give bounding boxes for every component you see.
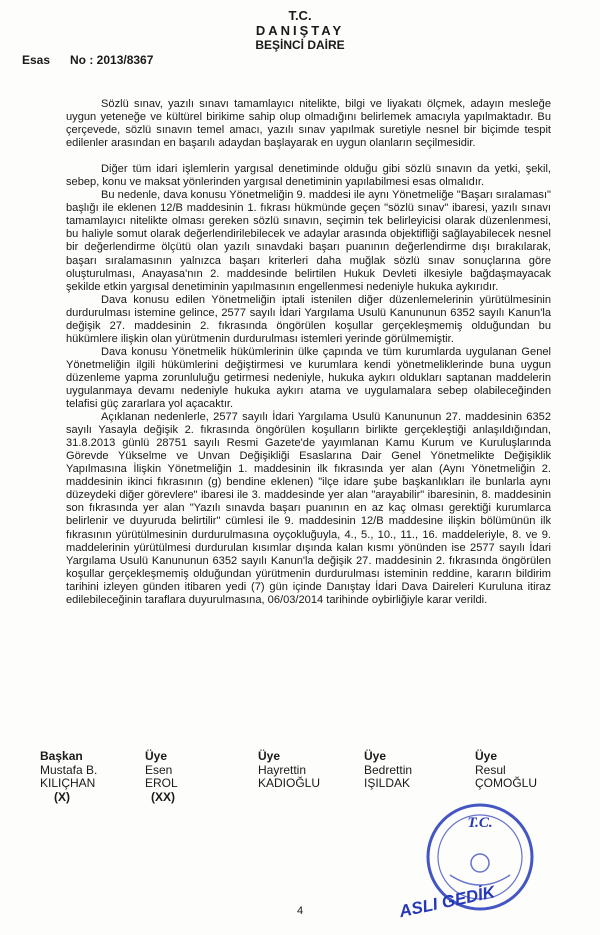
signatory-last-name: ÇOMOĞLU <box>475 776 538 790</box>
paragraph: Dava konusu edilen Yönetmeliğin iptali istenilen diğer düzenlemelerinin yürütülmesinin durdurulması istemine gelince, 2577 sayılı İdari Yargılama Usulü Kanununun 6352 sayılı Kanun'la değişik 27. maddesinin 2. fıkrasında öngörülen koşullar gerçekleşmemiş olduğundan bu hükümlere ilişkin olan yürütmenin durdurulması istemleri yerinde görülmemiştir. <box>66 293 551 345</box>
no-label: No : <box>70 53 94 67</box>
seal-top-text: T.C. <box>467 815 493 831</box>
signatory-role: Üye <box>258 749 281 763</box>
signatory-role: Üye <box>145 749 168 763</box>
case-number: 2013/8367 <box>96 53 154 67</box>
signatory-role: Üye <box>475 749 498 763</box>
chamber-name: BEŞİNCİ DAİRE <box>255 38 345 52</box>
signatory-role: Başkan <box>40 749 83 763</box>
signatory-last-name: KILIÇHAN <box>40 776 96 790</box>
esas-label: Esas <box>22 53 51 67</box>
paragraph: Bu nedenle, dava konusu Yönetmeliğin 9. maddesi ile aynı Yönetmeliğe "Başarı sıralaması" başlığı ile eklenen 12/B maddesinin 1. fıkrası hükmünde geçen "sözlü sınav" ibaresi, yazılı sınavı tamamlayıcı nitelikte olması gereken sözlü sınavın, seçimin tek belirleyicisi olarak düzenlenmesi, bu haliyle somut olarak değerlendirilebilecek ve adaylar arasında objektifliği sağlayabilecek nesnel bir değerlendirme ölçütü olan yazılı sınavdaki başarı puanının değerlendirme dışı bırakılarak, başarı sıralamasının yalnızca başarı kriterleri daha muğlak sözlü sınav sonuçlarına göre oluşturulması, Anayasa'nın 2. maddesinde belirtilen Hukuk Devleti ilkesiyle bağdaşmayacak şekilde etkin yargısal denetiminin yapılmasının engellenmesi nedeniyle hukuka aykırıdır. <box>66 189 551 293</box>
header-tc: T.C. <box>288 8 312 23</box>
signatory-mark: (XX) <box>151 789 175 804</box>
signatory-member-1 <box>145 750 178 804</box>
paragraph: Sözlü sınav, yazılı sınavı tamamlayıcı nitelikte, bilgi ve liyakatı ölçmek, adayın mesleğe uygun yeteneğe ve kültürel birikime sahip olup olmadığını belirlemek amacıyla yapılmaktadır. Bu çerçevede, sözlü sınavın temel amacı, yazılı sınav yapılmak suretiyle nesnel bir biçimde tespit edilenler arasından en başarılı adaydan başlayarak en uygun olanların seçilmesidir. <box>66 98 551 150</box>
paragraph: Açıklanan nedenlerle, 2577 sayılı İdari Yargılama Usulü Kanununun 27. maddesinin 6352 sayılı Yasayla değişik 2. fıkrasında öngörülen koşulların birlikte gerçekleştiği anlaşıldığından, 31.8.2013 günlü 28751 sayılı Resmi Gazete'de yayımlanan Kamu Kurum ve Kuruluşlarında Görevde Yükselme ve Unvan Değişikliği Esaslarına Dair Genel Yönetmelikte Değişiklik Yapılmasına İlişkin Yönetmeliğin 1. maddesinin ilk fıkrasında yer alan (Aynı Yönetmeliğin 2. maddesinin ikinci fıkrasının (g) bendine eklenen) "ilçe idare şube başkanlıkları ile bunlarla aynı düzeydeki diğer görevlere" ibaresi ile 3. maddesinde yer alan "arayabilir" ibaresinin, 8. maddesinin son fıkrasında yer alan "Yazılı sınavda başarı puanının en az kaç olması gerektiği kurumlarca belirlenir ve duyuruda belirtilir" cümlesi ile 9. maddesinin 12/B maddesine ilişkin bölümünün ilk fıkrasının yürütülmesinin durdurulmasına oyçokluğuyla, 4., 5., 10., 11., 16. maddeleriyle, 8. ve 9. maddelerinin yürütülmesi durdurulan kısımlar dışında kalan kısmı yönünden ise 2577 sayılı İdari Yargılama Usulü Kanununun 6352 sayılı Kanun'la değişik 27. maddesinin 2. fıkrasında öngörülen koşullar gerçekleşmemiş olduğundan yürütmenin durdurulması isteminin reddine, kararın bildirim tarihini izleyen günden itibaren yedi (7) gün içinde Danıştay İdari Dava Daireleri Kuruluna itiraz edilebileceğinin taraflara duyurulmasına, 06/03/2014 tarihinde oybirliğiyle karar verildi. <box>66 411 551 606</box>
signatory-role: Üye <box>364 749 387 763</box>
signatory-last-name: EROL <box>145 776 178 790</box>
page-number: 4 <box>296 905 304 917</box>
signatory-member-2 <box>258 750 320 791</box>
paragraph: Diğer tüm idari işlemlerin yargısal denetiminde olduğu gibi sözlü sınavın da yetki, şekil, sebep, konu ve maksat yönlerinden yargısal denetiminin yapılabilmesi esas olmalıdır. <box>66 163 551 189</box>
signatory-first-name: Bedrettin <box>364 762 413 777</box>
signatory-mark: (X) <box>54 789 70 804</box>
signatory-last-name: KADIOĞLU <box>258 776 321 790</box>
signatory-president <box>40 750 97 804</box>
case-number-line <box>22 53 153 67</box>
name-stamp: ASLI GEDİK <box>397 882 497 922</box>
decision-body <box>66 98 551 607</box>
paragraph: Dava konusu Yönetmelik hükümlerinin ülke çapında ve tüm kurumlarda uygulanan Genel Yönetmeliğin ilgili hükümlerini değiştirmesi ve kurumlara kendi yönetmeliklerinde buna uygun düzenleme yapma zorunluluğu getirmesi nedeniyle, hukuka aykırı oldukları saptanan maddelerin uygulanmaya devamı nedeniyle hukuka aykırı atama ve uygulamalara sebep olabileceğinden telafisi güç zararlara yol açacaktır. <box>66 345 551 411</box>
signatory-last-name: IŞILDAK <box>364 776 411 790</box>
signatory-first-name: Mustafa B. <box>40 762 98 777</box>
signatory-first-name: Esen <box>145 762 173 777</box>
court-name: DANIŞTAY <box>255 23 345 38</box>
signatory-first-name: Resul <box>475 762 506 777</box>
signatory-first-name: Hayrettin <box>258 762 307 777</box>
